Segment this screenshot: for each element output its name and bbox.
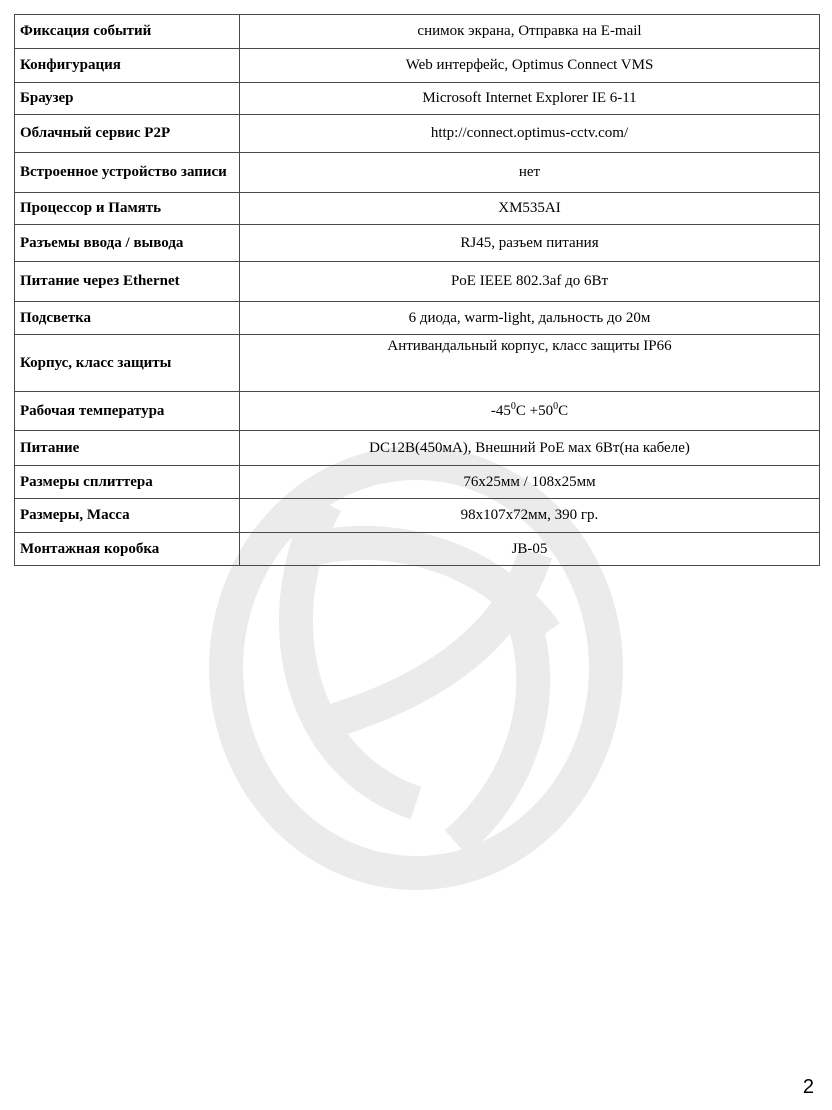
spec-label: Подсветка: [15, 302, 240, 335]
spec-label: Корпус, класс защиты: [15, 335, 240, 392]
table-row: [15, 499, 820, 533]
spec-value: 6 диода, warm-light, дальность до 20м: [240, 302, 820, 335]
spec-value: Антивандальный корпус, класс защиты IP66: [240, 335, 820, 392]
spec-label: Размеры, Масса: [15, 499, 240, 533]
spec-table: [14, 14, 820, 566]
spec-label: Питание: [15, 431, 240, 466]
spec-label: Фиксация событий: [15, 15, 240, 49]
spec-value: JB-05: [240, 533, 820, 566]
spec-label: Браузер: [15, 83, 240, 115]
table-row: [15, 466, 820, 499]
spec-label: Рабочая температура: [15, 392, 240, 431]
spec-label: Встроенное устройство записи: [15, 153, 240, 193]
spec-label: Питание через Ethernet: [15, 262, 240, 302]
table-row: [15, 15, 820, 49]
table-row: [15, 262, 820, 302]
table-row: [15, 431, 820, 466]
spec-value: нет: [240, 153, 820, 193]
spec-value: [240, 392, 820, 431]
spec-value: Web интерфейс, Optimus Connect VMS: [240, 49, 820, 83]
degree-sup: 0: [553, 400, 559, 412]
table-row: [15, 83, 820, 115]
temp-min: -45: [490, 402, 511, 419]
spec-value: http://connect.optimus-cctv.com/: [240, 115, 820, 153]
spec-value: RJ45, разъем питания: [240, 225, 820, 262]
spec-value: 98x107x72мм, 390 гр.: [240, 499, 820, 533]
spec-value: XM535AI: [240, 193, 820, 225]
spec-value: PoE IEEE 802.3af до 6Вт: [240, 262, 820, 302]
temp-unit: C: [558, 402, 569, 419]
spec-label: Размеры сплиттера: [15, 466, 240, 499]
table-row: [15, 533, 820, 566]
spec-label: Разъемы ввода / вывода: [15, 225, 240, 262]
table-row: [15, 392, 820, 431]
spec-value: 76x25мм / 108x25мм: [240, 466, 820, 499]
spec-value: DC12В(450мА), Внешний PoE мах 6Вт(на кабеле): [240, 431, 820, 466]
table-row: [15, 153, 820, 193]
table-row: [15, 225, 820, 262]
table-row: [15, 302, 820, 335]
spec-label: Облачный сервис P2P: [15, 115, 240, 153]
spec-label: Процессор и Память: [15, 193, 240, 225]
spec-label: Монтажная коробка: [15, 533, 240, 566]
temp-mid: C +50: [515, 402, 554, 419]
degree-sup: 0: [510, 400, 516, 412]
table-row: [15, 335, 820, 392]
table-row: [15, 193, 820, 225]
page-number: 2: [802, 1076, 814, 1098]
spec-label: Конфигурация: [15, 49, 240, 83]
spec-value: Microsoft Internet Explorer IE 6-11: [240, 83, 820, 115]
table-row: [15, 49, 820, 83]
spec-value: снимок экрана, Отправка на E-mail: [240, 15, 820, 49]
table-row: [15, 115, 820, 153]
